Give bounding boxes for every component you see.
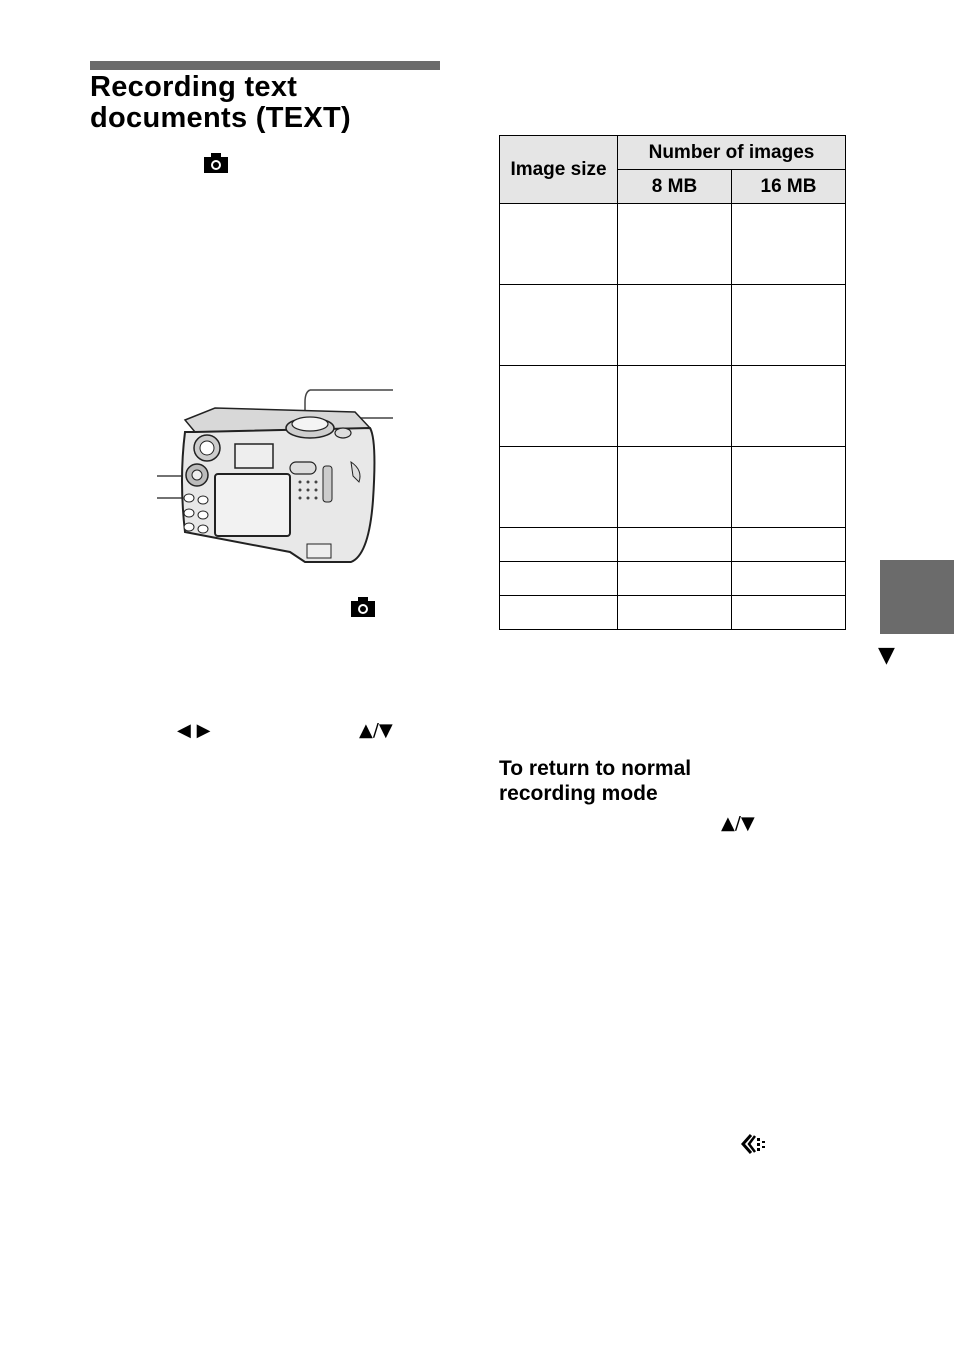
left-right-arrows: ◀ ▶ [177, 720, 211, 741]
cell-8mb [618, 204, 732, 285]
camera-mode-icon [351, 597, 375, 622]
page-title [90, 72, 450, 134]
cell-16mb [732, 528, 846, 562]
table-row [500, 562, 846, 596]
cell-8mb [618, 447, 732, 528]
cell-size [500, 285, 618, 366]
table-row [500, 528, 846, 562]
cell-16mb [732, 596, 846, 630]
table-row [500, 596, 846, 630]
subheading-line2: recording mode [499, 782, 658, 805]
cell-8mb [618, 528, 732, 562]
header-8mb: 8 MB [618, 170, 732, 204]
up-down-arrows: ▲/▼ [359, 720, 393, 741]
cell-size [500, 528, 618, 562]
subheading [499, 756, 799, 806]
cell-size [500, 204, 618, 285]
cell-size [500, 596, 618, 630]
cell-8mb [618, 366, 732, 447]
subheading-line1: To return to normal [499, 757, 692, 780]
section-tab [880, 560, 954, 634]
cell-8mb [618, 562, 732, 596]
cell-16mb [732, 285, 846, 366]
cell-16mb [732, 447, 846, 528]
table-row [500, 285, 846, 366]
cell-16mb [732, 366, 846, 447]
header-image-size: Image size [500, 136, 618, 204]
title-rule [90, 61, 440, 70]
cell-size [500, 366, 618, 447]
table-row [500, 447, 846, 528]
cell-8mb [618, 285, 732, 366]
page-title-line1: Recording text [90, 71, 298, 103]
image-count-table [499, 135, 846, 630]
cell-size [500, 562, 618, 596]
header-16mb: 16 MB [732, 170, 846, 204]
continue-marker-icon: ▼ [878, 643, 895, 668]
camera-mode-icon [204, 153, 228, 178]
text-mode-icon [741, 1133, 769, 1160]
cell-16mb [732, 204, 846, 285]
cell-16mb [732, 562, 846, 596]
cell-8mb [618, 596, 732, 630]
table-row [500, 366, 846, 447]
header-number-of-images: Number of images [618, 136, 846, 170]
up-down-arrows: ▲/▼ [721, 813, 755, 834]
camera-illustration [155, 380, 400, 580]
cell-size [500, 447, 618, 528]
page-title-line2: documents (TEXT) [90, 102, 351, 134]
table-row [500, 204, 846, 285]
